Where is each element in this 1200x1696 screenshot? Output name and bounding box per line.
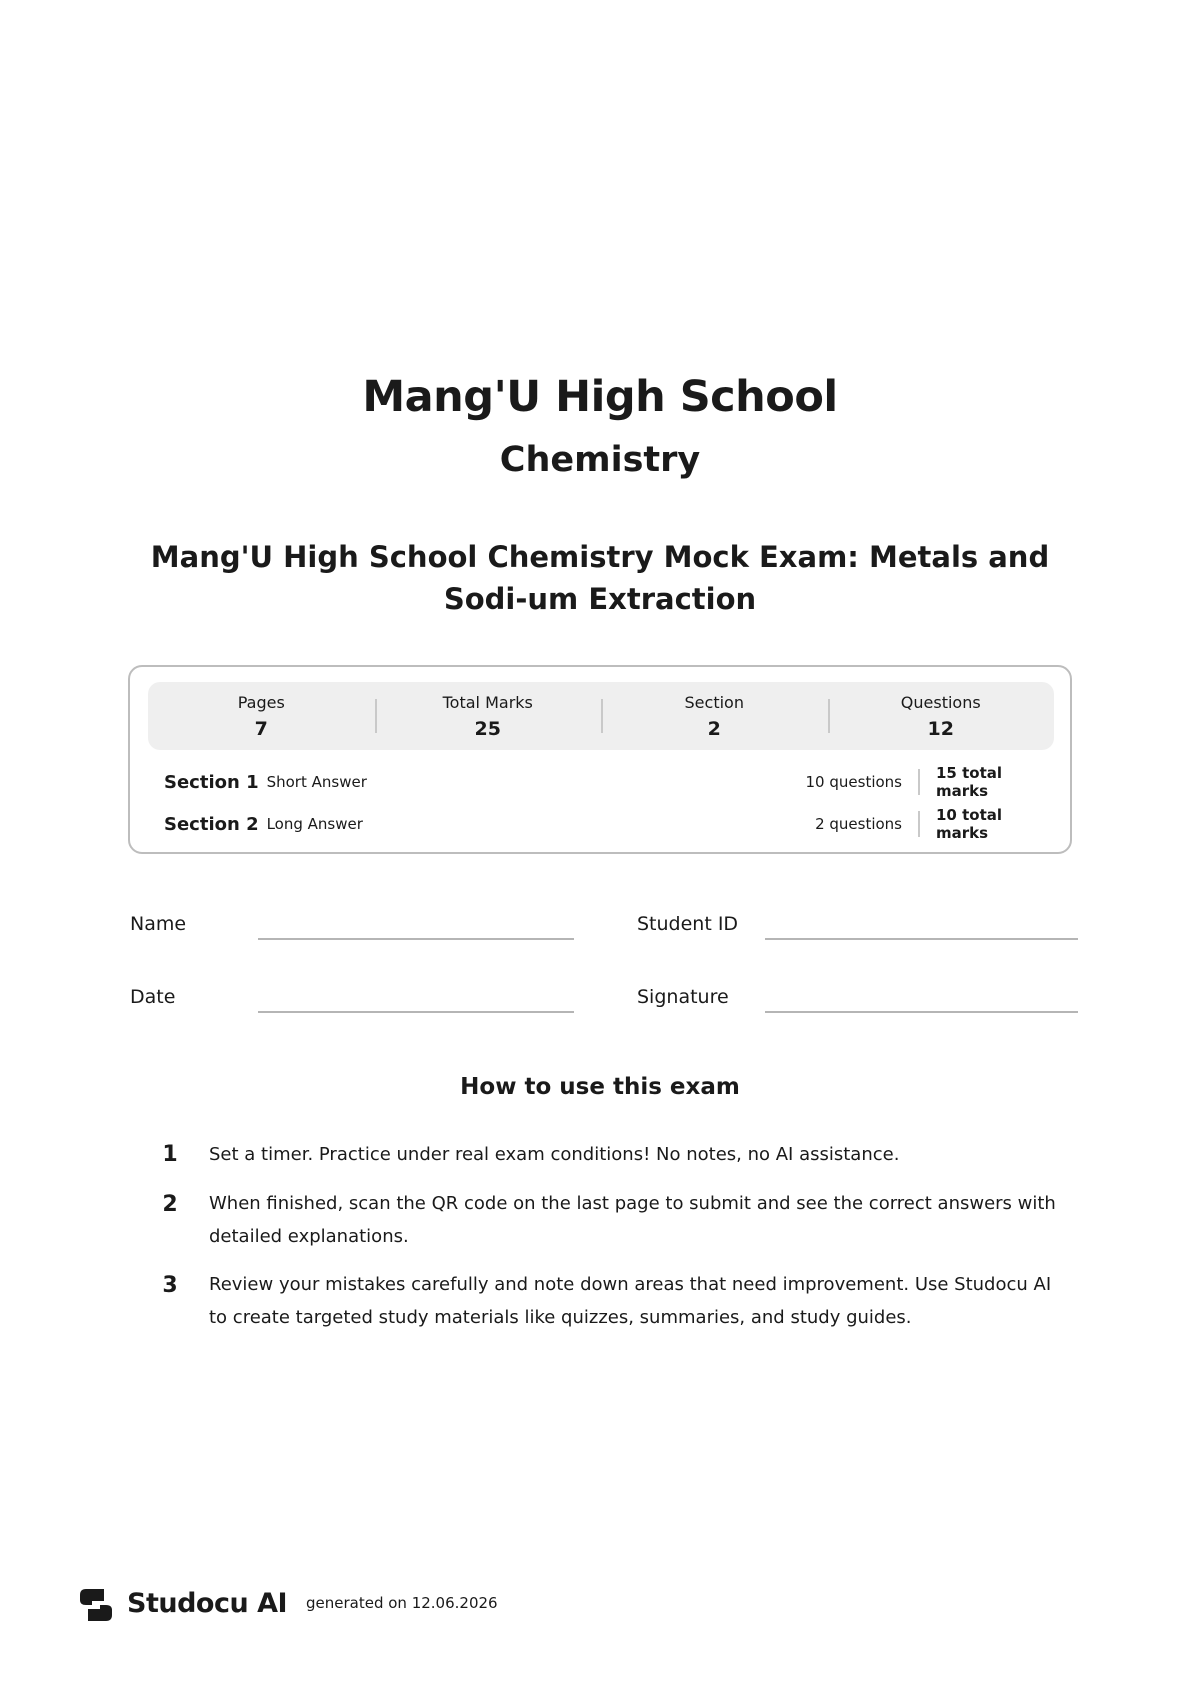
stats-bar bbox=[148, 682, 1054, 750]
student-id-field[interactable] bbox=[765, 938, 1078, 940]
studocu-logo-icon bbox=[78, 1587, 114, 1623]
divider bbox=[918, 769, 920, 795]
step-number: 1 bbox=[162, 1142, 178, 1167]
signature-label: Signature bbox=[637, 986, 729, 1008]
section-question-count: 2 questions bbox=[815, 815, 902, 833]
section-name: Section 2 bbox=[164, 813, 259, 835]
section-row bbox=[164, 806, 1040, 842]
stat-value: 12 bbox=[927, 717, 954, 740]
stat-value: 25 bbox=[474, 717, 501, 740]
section-marks: 10 total marks bbox=[936, 806, 1003, 842]
exam-summary-box bbox=[128, 665, 1072, 854]
stat-value: 2 bbox=[707, 717, 721, 740]
section-question-count: 10 questions bbox=[805, 773, 902, 791]
date-field[interactable] bbox=[258, 1011, 574, 1013]
section-row bbox=[164, 764, 1040, 800]
stat-value: 7 bbox=[254, 717, 268, 740]
name-field[interactable] bbox=[258, 938, 574, 940]
how-to-title: How to use this exam bbox=[460, 1074, 740, 1100]
exam-title: Mang'U High School Chemistry Mock Exam: Metals and Sodi-um Extraction bbox=[150, 540, 1050, 616]
date-label: Date bbox=[130, 986, 176, 1008]
subject-title: Chemistry bbox=[499, 440, 701, 480]
stat-label: Section bbox=[684, 692, 744, 712]
stat-label: Pages bbox=[237, 692, 285, 712]
stat-label: Questions bbox=[900, 692, 981, 712]
divider bbox=[918, 811, 920, 837]
section-name: Section 1 bbox=[164, 771, 259, 793]
section-marks: 15 total marks bbox=[936, 764, 1003, 800]
stat-label: Total Marks bbox=[442, 692, 533, 712]
name-label: Name bbox=[130, 913, 187, 935]
step-number: 3 bbox=[162, 1273, 178, 1298]
stat-pages bbox=[148, 682, 375, 750]
generated-date: generated on 12.06.2026 bbox=[306, 1594, 498, 1612]
step-text: Set a timer. Practice under real exam conditions! No notes, no AI assistance. bbox=[209, 1144, 900, 1165]
step-text: Review your mistakes carefully and note down areas that need improvement. Use Studocu AI to create targeted study materials like quizzes, summaries, and study guides. bbox=[209, 1274, 1052, 1328]
step-number: 2 bbox=[162, 1192, 178, 1217]
stat-section bbox=[601, 682, 828, 750]
step-text: When finished, scan the QR code on the last page to submit and see the correct answers with detailed explanations. bbox=[209, 1193, 1056, 1247]
footer-brand: Studocu AI bbox=[127, 1588, 288, 1619]
section-type: Long Answer bbox=[266, 815, 363, 833]
school-name: Mang'U High School bbox=[362, 372, 838, 422]
stat-questions bbox=[828, 682, 1055, 750]
stat-total-marks bbox=[375, 682, 602, 750]
section-type: Short Answer bbox=[266, 773, 367, 791]
student-id-label: Student ID bbox=[637, 913, 739, 935]
signature-field[interactable] bbox=[765, 1011, 1078, 1013]
